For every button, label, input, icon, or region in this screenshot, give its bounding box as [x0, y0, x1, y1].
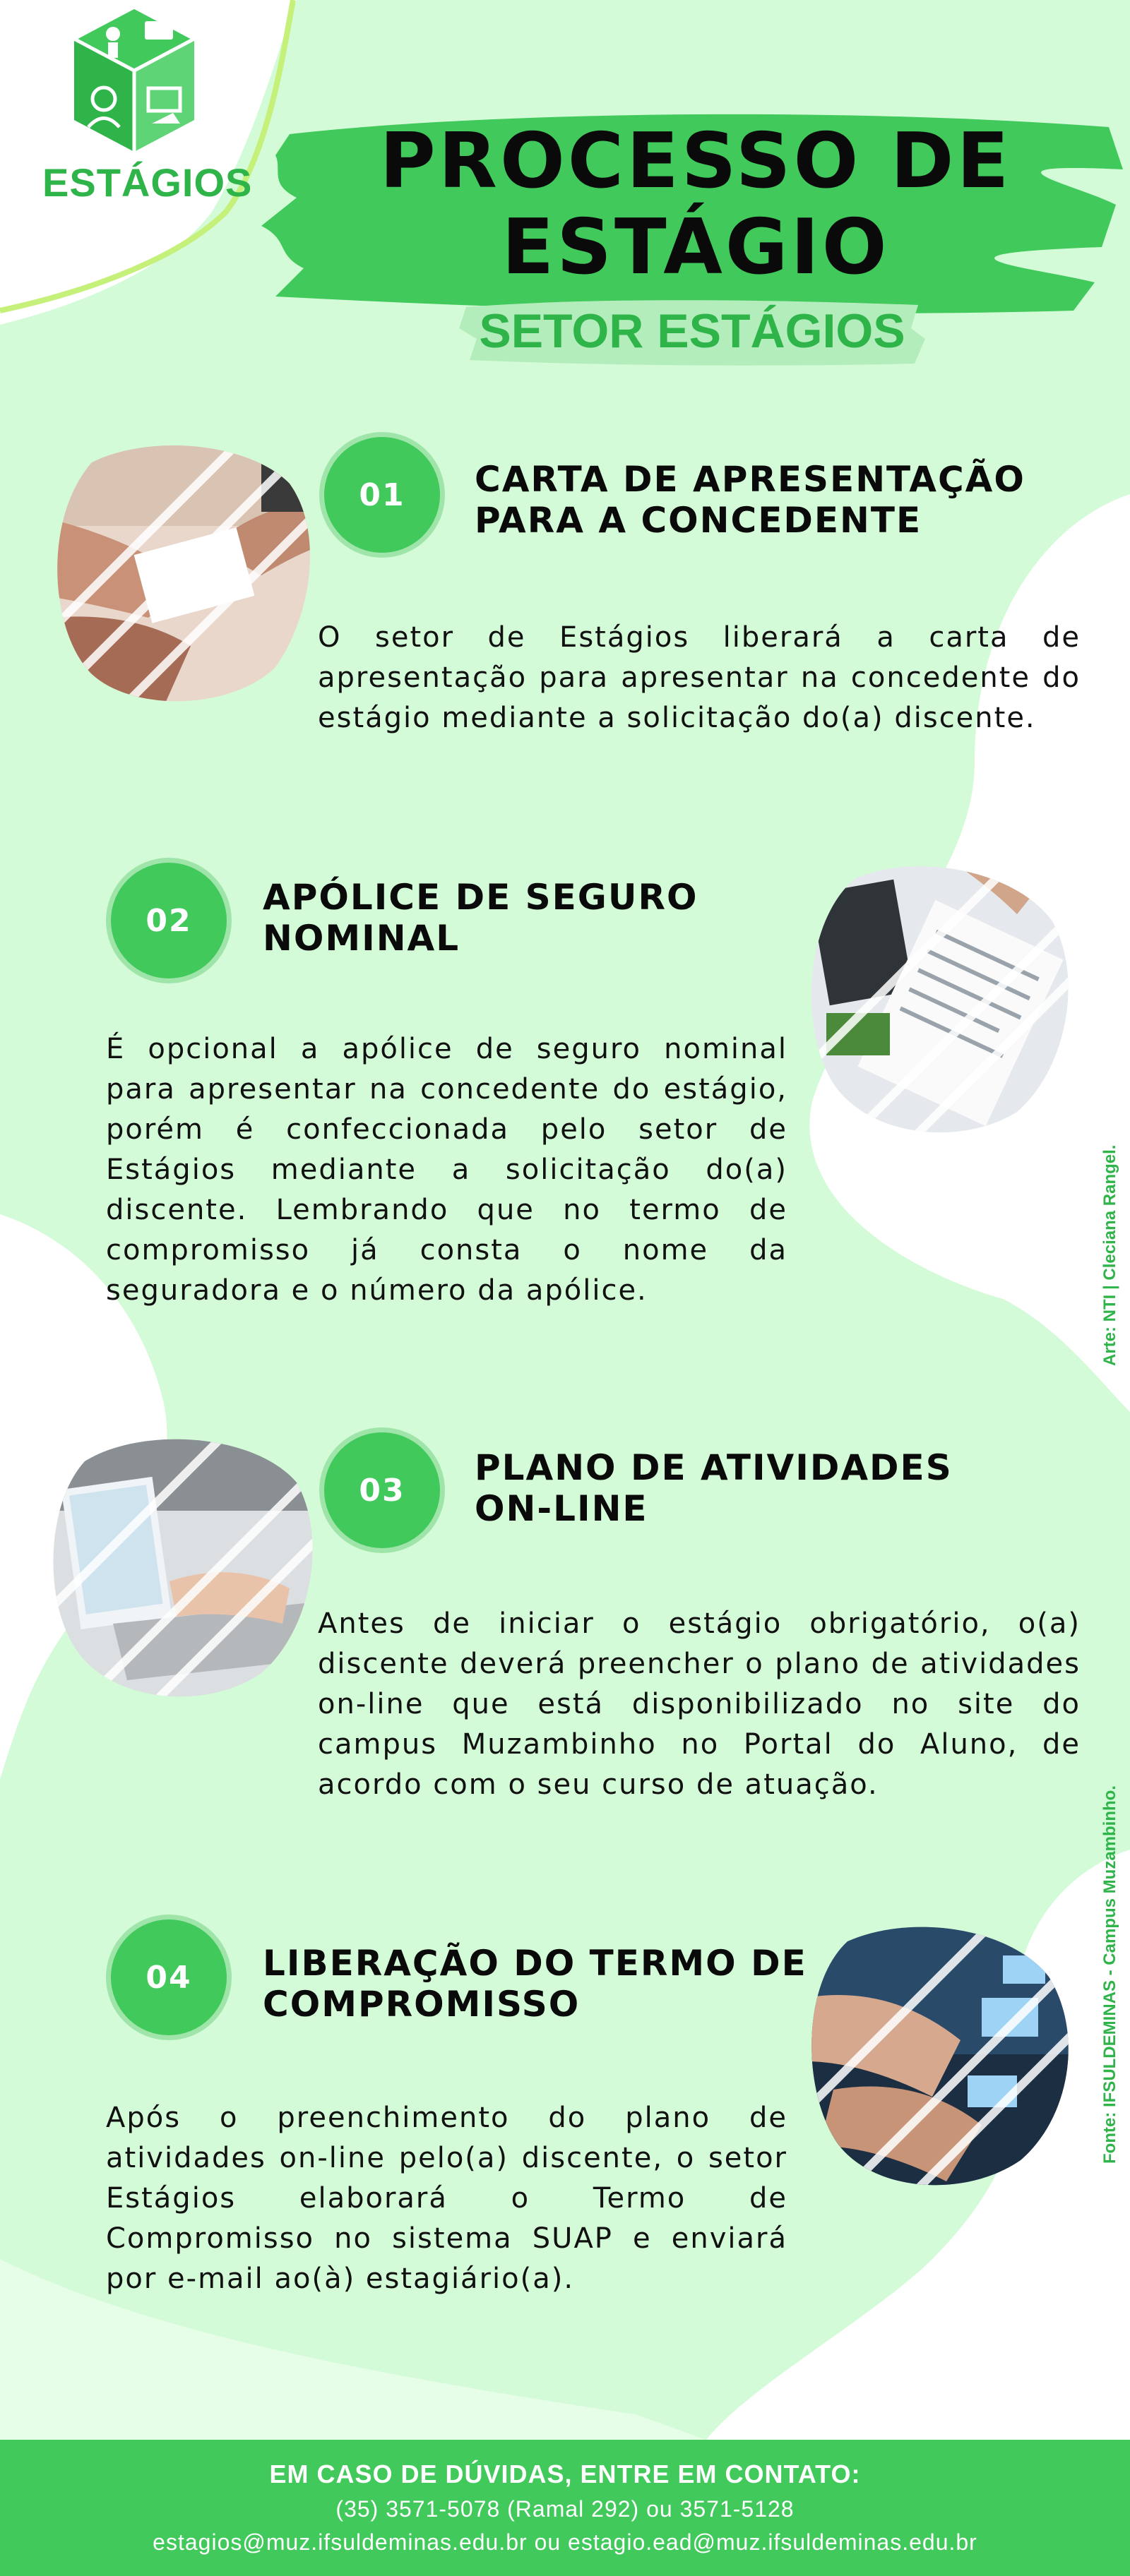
step-body-04: Após o preenchimento do plano de atividades on-line pelo(a) discente, o setor Estágios elaborará o Termo de Compromisso no sistema SUAP e enviará por e-mail ao(à) estagiário(a).	[106, 2102, 787, 2295]
source-credit: Fonte: IFSULDEMINAS - Campus Muzambinho.	[1100, 1785, 1119, 2164]
keyboard-email-photo	[805, 1913, 1074, 2195]
footer	[0, 2440, 1130, 2576]
step-title-02	[263, 877, 698, 959]
step-title-04	[263, 1943, 807, 2025]
step-title-03	[475, 1447, 953, 1529]
step-title-01-line-2: PARA A CONCEDENTE	[475, 500, 922, 541]
page-title	[261, 119, 1130, 291]
step-title-01-line-1: CARTA DE APRESENTAÇÃO	[475, 459, 1025, 500]
step-title-02-line-2: NOMINAL	[263, 918, 460, 959]
footer-emails: estagios@muz.ifsuldeminas.edu.br ou estagio.ead@muz.ifsuldeminas.edu.br	[153, 2529, 977, 2555]
logo-text: ESTÁGIOS	[42, 160, 253, 205]
step-number-01: 01	[319, 432, 445, 558]
step-title-04-line-1: LIBERAÇÃO DO TERMO DE	[263, 1943, 807, 1984]
step-body-01: O setor de Estágios liberará a carta de apresentação para apresentar na concedente do estágio mediante a solicitação do(a) discente.	[318, 621, 1081, 734]
step-body-02: É opcional a apólice de seguro nominal para apresentar na concedente do estágio, porém é confeccionada pelo setor de Estágios mediante a solicitação do(a) discente. Lembrando que no termo de compromisso já consta o nome da seguradora e o número da apólice.	[106, 1033, 787, 1307]
laptop-typing-photo	[49, 1426, 318, 1708]
step-number-02: 02	[106, 858, 232, 983]
page-subtitle: SETOR ESTÁGIOS	[479, 304, 905, 358]
step-title-03-line-1: PLANO DE ATIVIDADES	[475, 1447, 953, 1488]
step-title-02-line-1: APÓLICE DE SEGURO	[263, 877, 698, 918]
step-title-04-line-2: COMPROMISSO	[263, 1984, 581, 2025]
step-body-03: Antes de iniciar o estágio obrigatório, o(a) discente deverá preencher o plano de atividades on-line que está disponibilizado no site do campus Muzambinho no Portal do Aluno, de acordo com o seu curso de atuação.	[318, 1607, 1081, 1801]
cube-logo-icon	[67, 0, 201, 155]
step-title-01	[475, 459, 1025, 541]
estagios-logo	[42, 0, 253, 219]
title-line-1: PROCESSO DE	[379, 117, 1012, 205]
documents-clipboard-photo	[805, 858, 1074, 1140]
title-line-2: ESTÁGIO	[501, 203, 890, 292]
footer-heading: EM CASO DE DÚVIDAS, ENTRE EM CONTATO:	[269, 2460, 861, 2488]
step-number-03: 03	[319, 1427, 445, 1553]
step-number-04: 04	[106, 1915, 232, 2040]
handshake-card-photo	[49, 434, 318, 709]
footer-phone: (35) 3571-5078 (Ramal 292) ou 3571-5128	[335, 2496, 795, 2522]
header	[261, 106, 1130, 374]
step-title-03-line-2: ON-LINE	[475, 1488, 648, 1529]
art-credit: Arte: NTI | Cleciana Rangel.	[1100, 1144, 1119, 1366]
